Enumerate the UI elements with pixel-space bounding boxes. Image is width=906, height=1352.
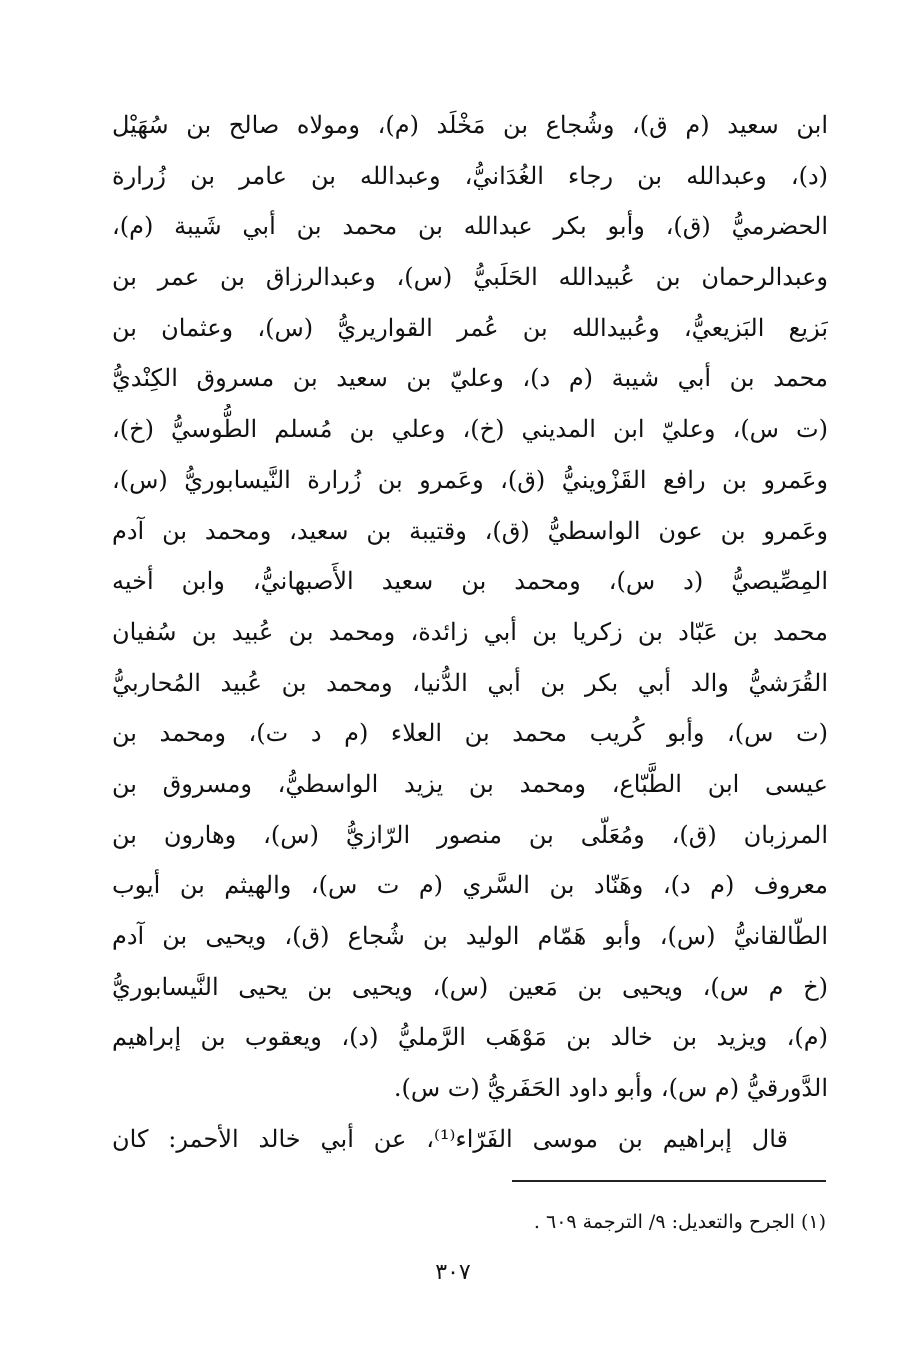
text-line: (م)، ويزيد بن خالد بن مَوْهَب الرَّمليُّ (د)، ويعقوب بن إبراهيم — [112, 1023, 828, 1052]
text-line: (د)، وعبدالله بن رجاء الغُدَانيُّ، وعبدالله بن عامر بن زُرارة — [112, 161, 828, 190]
text-line-new-paragraph: قال إبراهيم بن موسى الفَرّاء⁽¹⁾، عن أبي خالد الأحمر: كان — [112, 1124, 788, 1153]
text-line: محمد بن أبي شيبة (م د)، وعليّ بن سعيد بن مسروق الكِنْديُّ — [112, 364, 828, 393]
text-line: وعَمرو بن عون الواسطيُّ (ق)، وقتيبة بن سعيد، ومحمد بن آدم — [112, 516, 828, 545]
text-line: بَزيع البَزيعيُّ، وعُبيدالله بن عُمر القواريريُّ (س)، وعثمان بن — [112, 313, 828, 342]
text-line: المرزبان (ق)، ومُعَلّى بن منصور الرّازيُّ (س)، وهارون بن — [112, 820, 828, 849]
text-line: (ت س)، وأبو كُريب محمد بن العلاء (م د ت)، ومحمد بن — [112, 719, 828, 748]
footnote-separator — [512, 1180, 826, 1182]
page-number: ٣٠٧ — [435, 1260, 471, 1285]
text-line: (خ م س)، ويحيى بن مَعين (س)، ويحيى بن يحيى النَّيسابوريُّ — [112, 972, 828, 1001]
text-line: الحضرميُّ (ق)، وأبو بكر عبدالله بن محمد بن أبي شَيبة (م)، — [112, 212, 828, 241]
text-line: القُرَشيُّ والد أبي بكر بن أبي الدُّنيا، ومحمد بن عُبيد المُحاربيُّ — [112, 668, 828, 697]
text-line: (ت س)، وعليّ ابن المديني (خ)، وعلي بن مُسلم الطُّوسيُّ (خ)، — [112, 415, 828, 444]
text-line: ابن سعيد (م ق)، وشُجاع بن مَخْلَد (م)، ومولاه صالح بن سُهَيْل — [112, 111, 828, 139]
text-line-paragraph-end: الدَّورقيُّ (م س)، وأبو داود الحَفَريُّ (ت س). — [393, 1074, 828, 1103]
text-line: وعبدالرحمان بن عُبيدالله الحَلَبيُّ (س)، وعبدالرزاق بن عمر بن — [112, 263, 828, 292]
text-line: الطّالقانيُّ (س)، وأبو هَمّام الوليد بن شُجاع (ق)، ويحيى بن آدم — [112, 922, 828, 950]
footnote: (١) الجرح والتعديل: ٩/ الترجمة ٦٠٩ . — [533, 1211, 826, 1233]
text-line: عيسى ابن الطَّبّاع، ومحمد بن يزيد الواسطيُّ، ومسروق بن — [112, 769, 828, 798]
text-line: معروف (م د)، وهَنّاد بن السَّري (م ت س)، والهيثم بن أيوب — [112, 871, 828, 900]
text-line: المِصِّيصيُّ (د س)، ومحمد بن سعيد الأَصبهانيُّ، وابن أخيه — [112, 567, 828, 596]
text-line: محمد بن عَبّاد بن زكريا بن أبي زائدة، ومحمد بن عُبيد بن سُفيان — [112, 617, 828, 646]
text-line: وعَمرو بن رافع القَزْوينيُّ (ق)، وعَمرو بن زُرارة النَّيسابوريُّ (س)، — [112, 465, 828, 494]
body-text — [112, 100, 828, 1164]
